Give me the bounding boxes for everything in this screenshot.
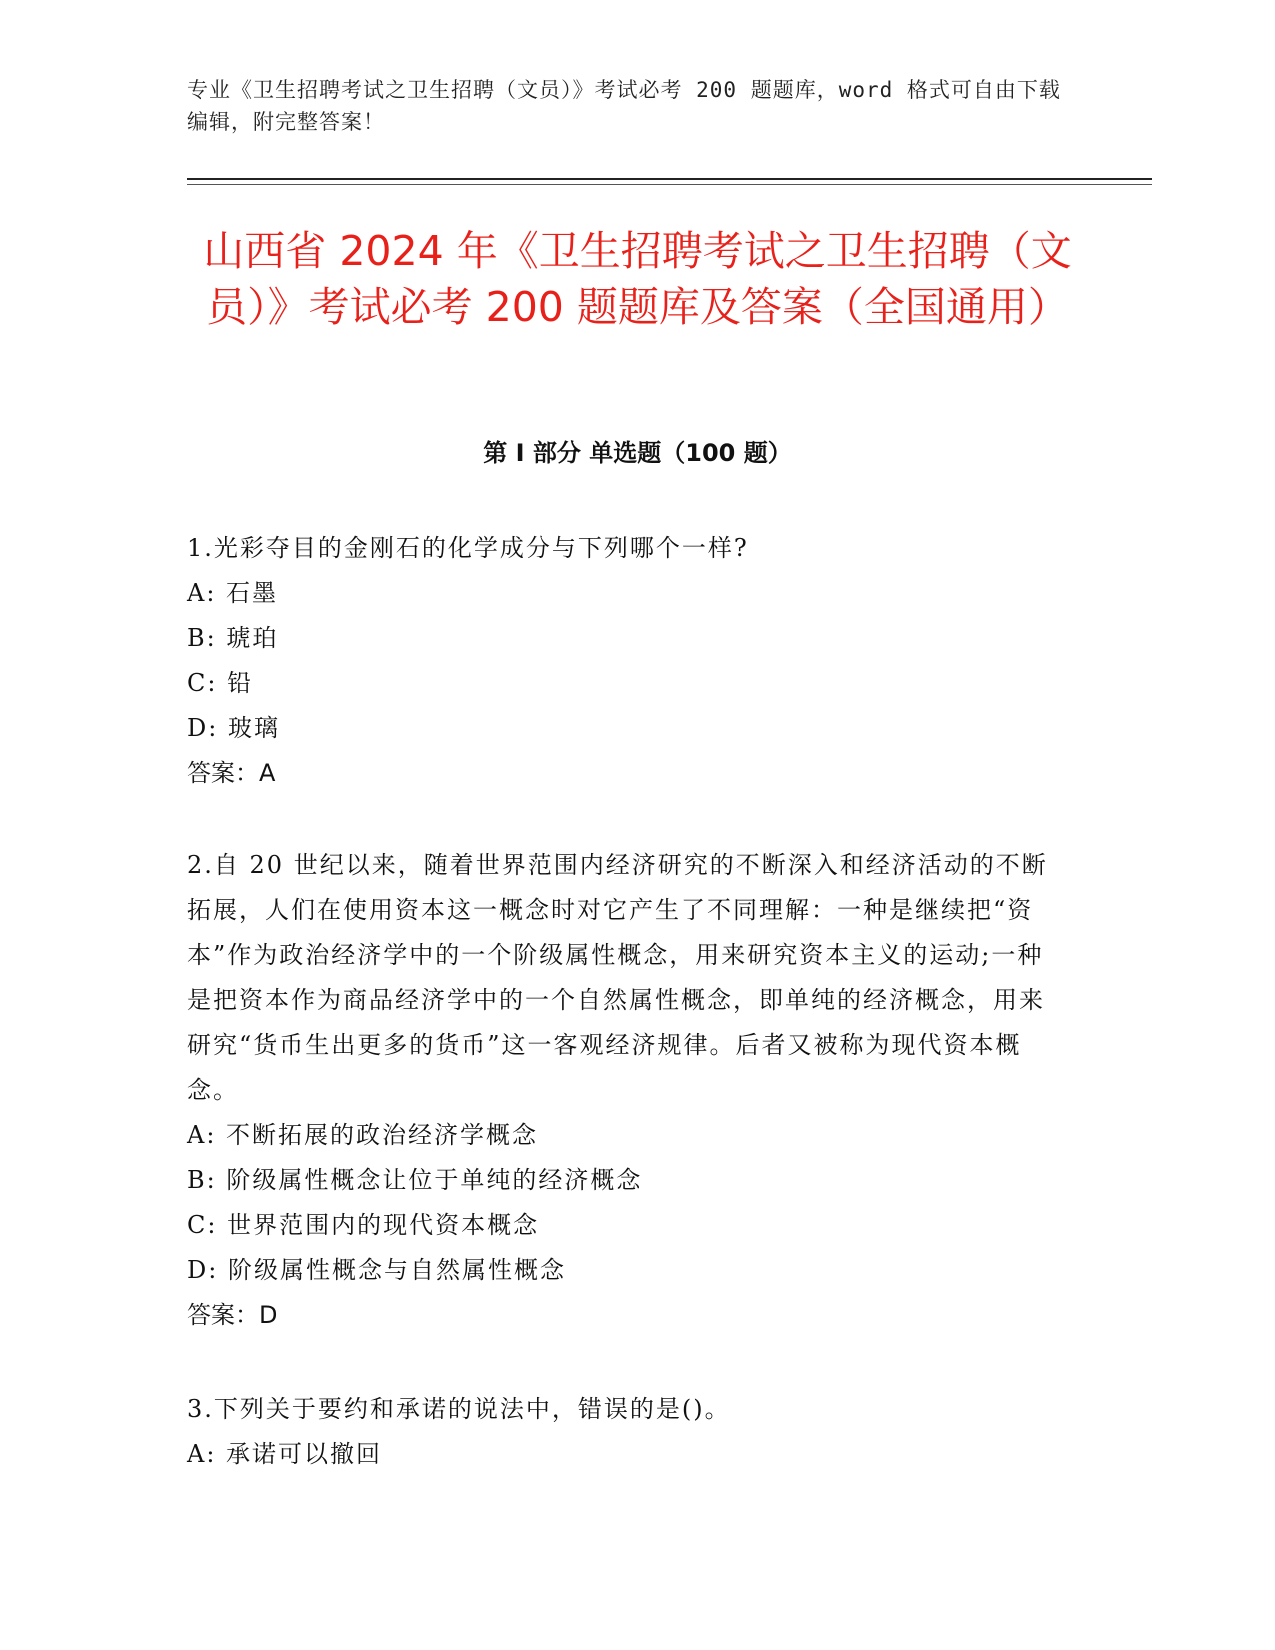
question-item <box>187 526 1067 796</box>
question-option: D: 阶级属性概念与自然属性概念 <box>187 1256 566 1284</box>
question-option: B: 琥珀 <box>187 624 279 652</box>
header-note: 专业《卫生招聘考试之卫生招聘（文员）》考试必考 200 题题库，word 格式可自由下载编辑，附完整答案！ <box>187 78 1061 134</box>
question-item <box>187 843 1067 1338</box>
question-option: A: 承诺可以撤回 <box>187 1440 383 1468</box>
question-answer: 答案：D <box>187 1301 278 1329</box>
question-option: D: 玻璃 <box>187 714 280 742</box>
question-option: A: 不断拓展的政治经济学概念 <box>187 1121 539 1149</box>
question-item <box>187 1387 1067 1477</box>
question-answer: 答案：A <box>187 759 276 787</box>
question-option: C: 世界范围内的现代资本概念 <box>187 1211 540 1239</box>
section-title: 第 I 部分 单选题（100 题） <box>483 439 792 467</box>
question-stem: 2.自 20 世纪以来，随着世界范围内经济研究的不断深入和经济活动的不断拓展，人们在使用资本这一概念时对它产生了不同理解：一种是继续把“资本”作为政治经济学中的一个阶级属性概念，用来研究资本主义的运动;一种是把资本作为商品经济学中的一个自然属性概念，即单纯的经济概念，用来研究“货币生出更多的货币”这一客观经济规律。后者又被称为现代资本概念。 <box>187 851 1048 1104</box>
question-option: C: 铅 <box>187 669 254 697</box>
question-stem: 3.下列关于要约和承诺的说法中，错误的是()。 <box>187 1395 731 1423</box>
document-title: 山西省 2024 年《卫生招聘考试之卫生招聘（文员）》考试必考 200 题题库及答案（全国通用） <box>203 227 1072 331</box>
question-option: B: 阶级属性概念让位于单纯的经济概念 <box>187 1166 643 1194</box>
question-stem: 1.光彩夺目的金刚石的化学成分与下列哪个一样? <box>187 534 749 562</box>
header-divider-thin <box>187 184 1152 185</box>
question-option: A: 石墨 <box>187 579 279 607</box>
header-divider-thick <box>187 178 1152 180</box>
